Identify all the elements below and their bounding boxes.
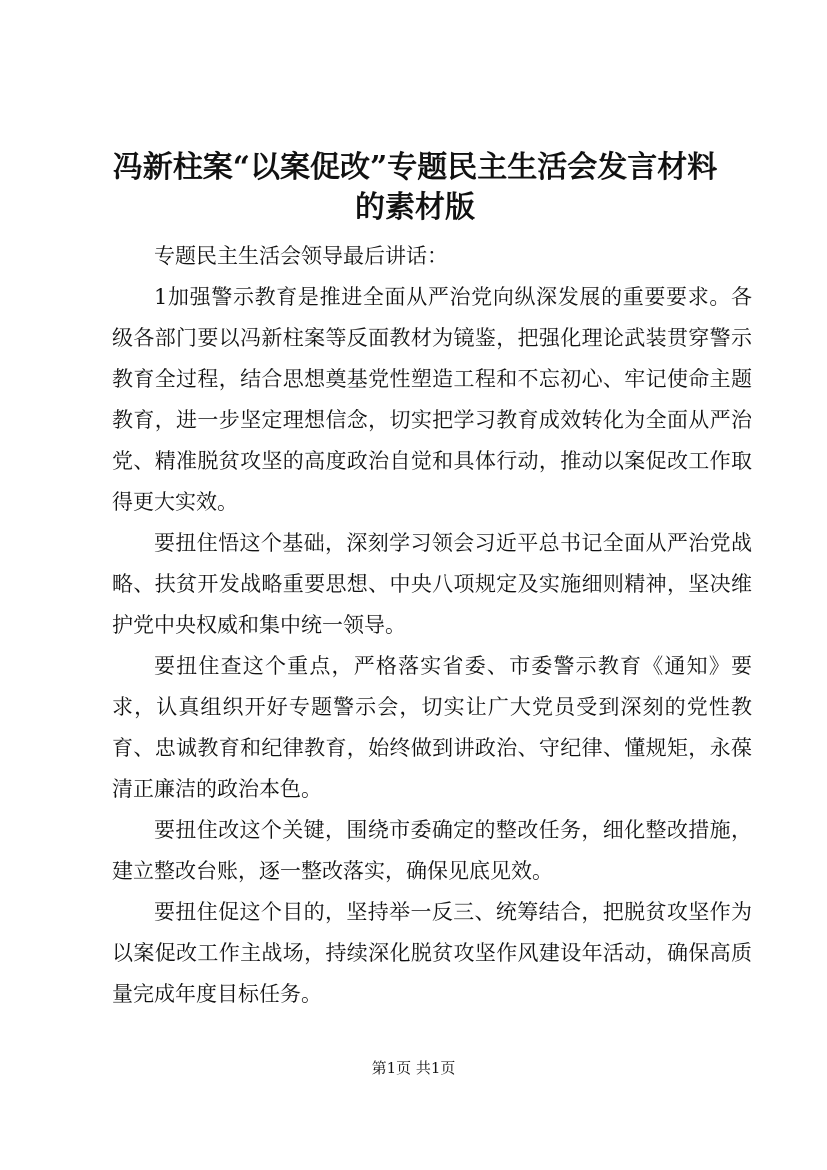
document-title: 冯新柱案“以案促改”专题民主生活会发言材料的素材版	[112, 150, 718, 225]
paragraph-1: 专题民主生活会领导最后讲话：	[154, 244, 448, 268]
paragraph-5: 要扭住改这个关键，围绕市委确定的整改任务，细化整改措施，建立整改台账，逐一整改落实，确保见底见效。	[112, 818, 752, 883]
page-number-footer: 第1页 共1页	[371, 1059, 456, 1077]
paragraph-3: 要扭住悟这个基础，深刻学习领会习近平总书记全面从严治党战略、扶贫开发战略重要思想、中央八项规定及实施细则精神，坚决维护党中央权威和集中统一领导。	[112, 531, 752, 637]
paragraph-6: 要扭住促这个目的，坚持举一反三、统筹结合，把脱贫攻坚作为以案促改工作主战场，持续深化脱贫攻坚作风建设年活动，确保高质量完成年度目标任务。	[112, 900, 752, 1006]
document-body	[112, 236, 752, 1015]
paragraph-2: 1加强警示教育是推进全面从严治党向纵深发展的重要要求。各级各部门要以冯新柱案等反面教材为镜鉴，把强化理论武装贯穿警示教育全过程，结合思想奠基党性塑造工程和不忘初心、牢记使命主题教育，进一步坚定理想信念，切实把学习教育成效转化为全面从严治党、精准脱贫攻坚的高度政治自觉和具体行动，推动以案促改工作取得更大实效。	[112, 285, 752, 514]
paragraph-4: 要扭住查这个重点，严格落实省委、市委警示教育《通知》要求，认真组织开好专题警示会，切实让广大党员受到深刻的党性教育、忠诚教育和纪律教育，始终做到讲政治、守纪律、懂规矩，永葆清正廉洁的政治本色。	[112, 654, 752, 801]
